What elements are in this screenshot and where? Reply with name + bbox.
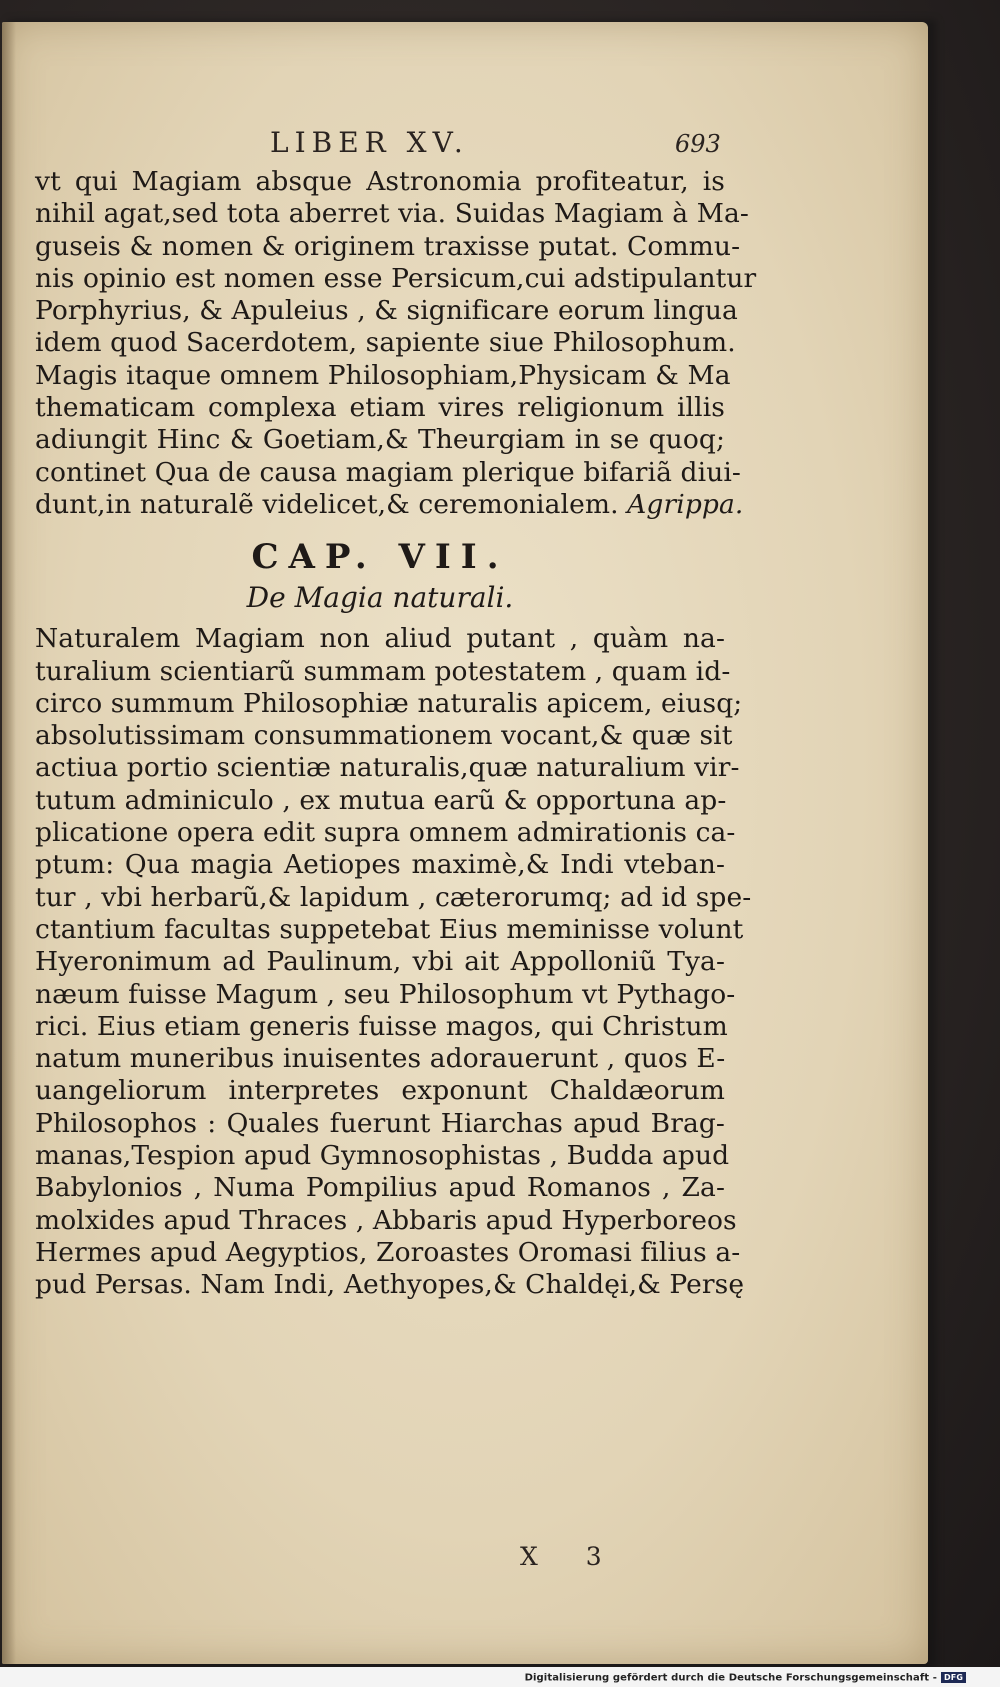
text-line: nihil agat,sed tota aberret via. Suidas Magiam à Ma- xyxy=(35,198,749,230)
text-line: pud Persas. Nam Indi, Aethyopes,& Chaldęi,& Persę xyxy=(35,1269,745,1301)
text-line: idem quod Sacerdotem, sapiente siue Philosophum. xyxy=(35,327,736,359)
text-line: rici. Eius etiam generis fuisse magos, qui Christum xyxy=(35,1010,728,1042)
text-line: tutum adminiculo , ex mutua earũ & opportuna ap- xyxy=(35,784,727,816)
page-number: 693 xyxy=(675,130,721,158)
text-line: Philosophos : Quales fuerunt Hiarchas apud Brag- xyxy=(35,1107,725,1139)
text-line: uangeliorum interpretes exponunt Chaldæorum xyxy=(35,1075,725,1107)
text-line: Naturalem Magiam non aliud putant , quàm na- xyxy=(35,623,725,655)
text-line: continet Qua de causa magiam plerique bifariã diui- xyxy=(35,456,741,488)
text-line: Babylonios , Numa Pompilius apud Romanos , Za- xyxy=(35,1172,725,1204)
author-attribution: Agrippa. xyxy=(627,488,744,520)
page-text-block xyxy=(35,126,757,1302)
text-line: næum fuisse Magum , seu Philosophum vt Pythago- xyxy=(35,978,736,1010)
text-line-content: dunt,in naturalẽ videlicet,& ceremonialem. xyxy=(35,488,619,520)
chapter-title: CAP. VII. xyxy=(251,537,509,578)
text-line: Porphyrius, & Apuleius , & significare eorum lingua xyxy=(35,295,738,327)
book-page xyxy=(2,22,928,1664)
text-line: ptum: Qua magia Aetiopes maximè,& Indi vteban- xyxy=(35,849,725,881)
text-line: turalium scientiarũ summam potestatem , quam id- xyxy=(35,655,731,687)
text-line: vt qui Magiam absque Astronomia profiteatur, is xyxy=(35,166,725,197)
text-line: actiua portio scientiæ naturalis,quæ naturalium vir- xyxy=(35,752,740,784)
text-line: ctantium facultas suppetebat Eius meminisse volunt xyxy=(35,913,744,945)
text-line: molxides apud Thraces , Abbaris apud Hyperboreos xyxy=(35,1204,737,1236)
page-gutter xyxy=(2,22,16,1664)
credit-text: Digitalisierung gefördert durch die Deutsche Forschungsgemeinschaft - xyxy=(524,1672,938,1684)
running-head xyxy=(35,126,735,166)
text-line-last xyxy=(35,488,744,521)
paragraph-1 xyxy=(35,166,757,521)
text-line: thematicam complexa etiam vires religionum illis xyxy=(35,392,725,424)
dfg-credit xyxy=(525,1672,966,1684)
text-line: natum muneribus inuisentes adorauerunt , quos E- xyxy=(35,1043,726,1075)
text-line: adiungit Hinc & Goetiam,& Theurgiam in se quoq; xyxy=(35,424,725,456)
text-line: absolutissimam consummationem vocant,& quæ sit xyxy=(35,720,733,752)
signature-mark: X 3 xyxy=(520,1542,622,1571)
dfg-logo[interactable]: DFG xyxy=(941,1672,966,1683)
text-line: Magis itaque omnem Philosophiam,Physicam & Ma xyxy=(35,359,731,391)
text-line: nis opinio est nomen esse Persicum,cui adstipulantur xyxy=(35,262,757,294)
text-line: circo summum Philosophiæ naturalis apicem, eiusq; xyxy=(35,687,743,719)
text-line: tur , vbi herbarũ,& lapidum , cæterorumq; ad id spe- xyxy=(35,881,752,913)
text-line: plicatione opera edit supra omnem admirationis ca- xyxy=(35,817,736,849)
text-line: guseis & nomen & originem traxisse putat. Commu- xyxy=(35,230,741,262)
text-line: Hyeronimum ad Paulinum, vbi ait Appolloniũ Tya- xyxy=(35,946,725,978)
running-title: LIBER XV. xyxy=(270,126,469,159)
text-line: manas,Tespion apud Gymnosophistas , Budda apud xyxy=(35,1140,730,1172)
text-line: Hermes apud Aegyptios, Zoroastes Oromasi filius a- xyxy=(35,1236,741,1268)
paragraph-2 xyxy=(35,623,752,1301)
chapter-subtitle: De Magia naturali. xyxy=(246,581,514,615)
